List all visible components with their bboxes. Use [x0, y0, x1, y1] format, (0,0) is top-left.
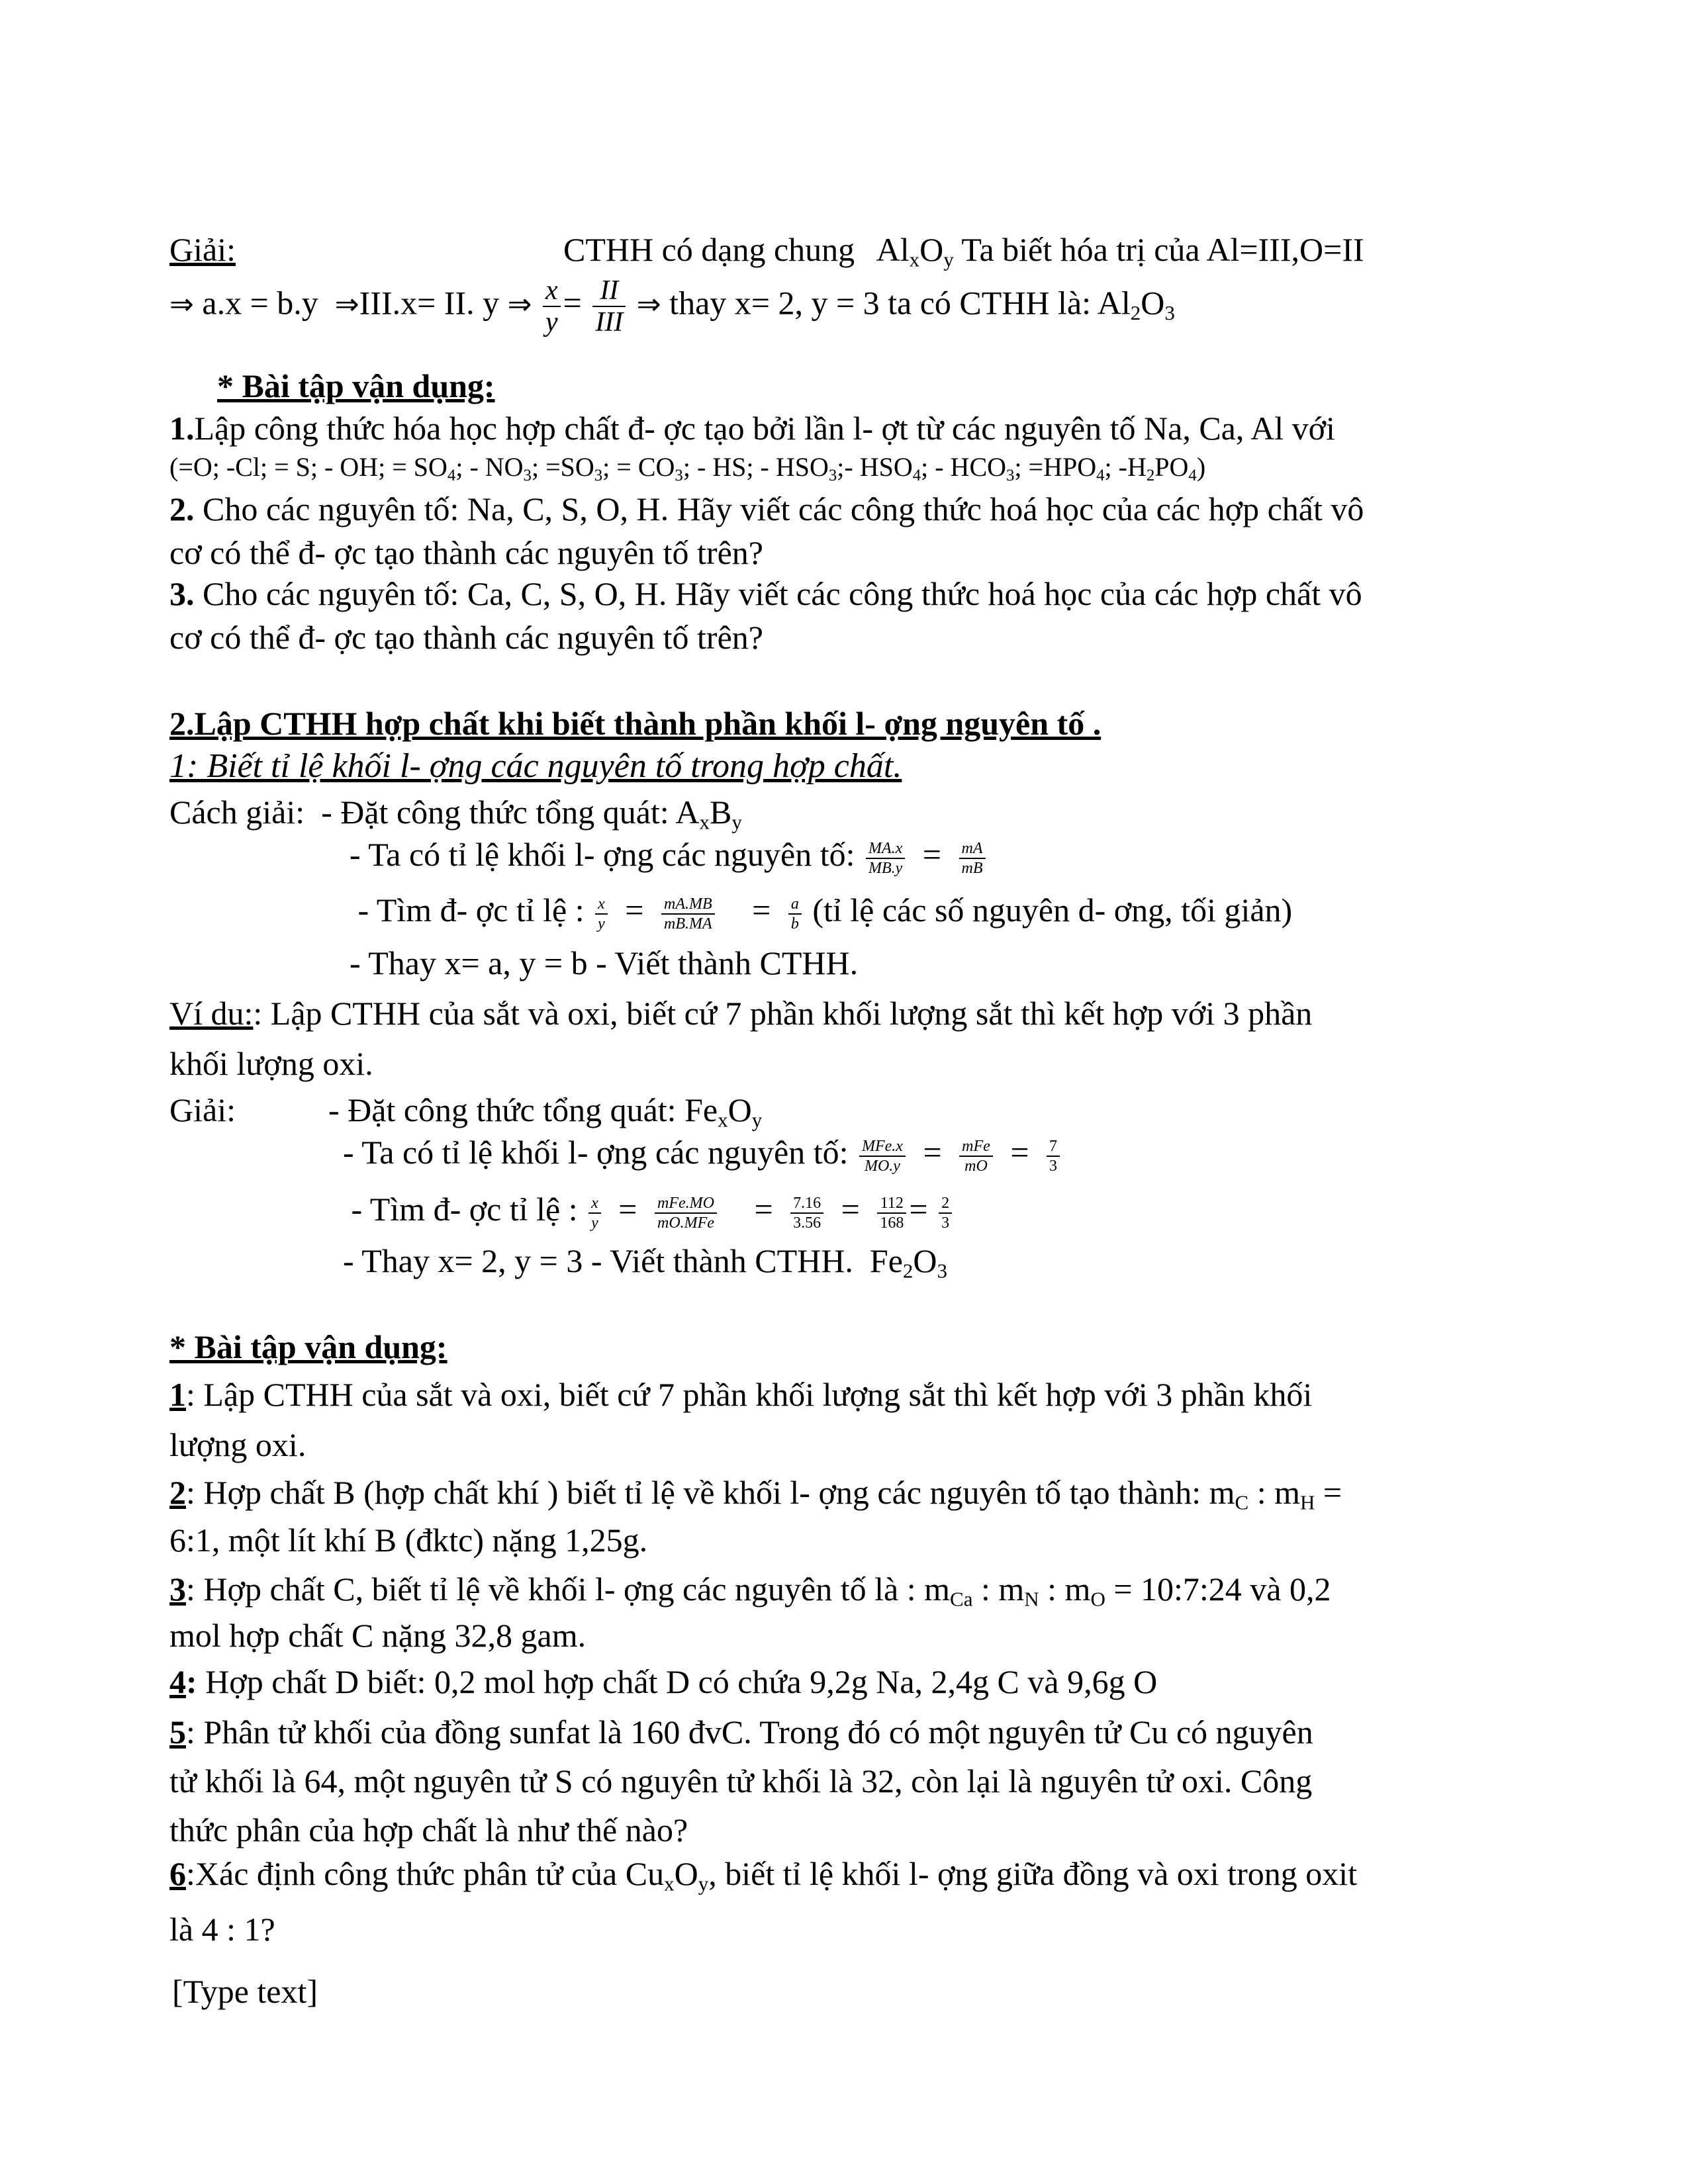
fraction: $\frac{2}{3}$ [939, 1195, 952, 1231]
subsection-heading: 1: Biết tỉ lệ khối l- ợng các nguyên tố trong hợp chất. [169, 747, 902, 785]
problem-5: 5: Phân tử khối của đồng sunfat là 160 đvC. Trong đó có một nguyên tử Cu có nguyên [169, 1713, 1313, 1751]
example-cont: khối lượng oxi. [169, 1045, 373, 1082]
fraction: $\frac{mA}{mB}$ [959, 841, 986, 876]
exercise-heading: * Bài tập vận dụng: [169, 1328, 447, 1365]
exercise-1-ions: (=O; -Cl; = S; - OH; = $SO_4$; - $NO_3$; $=SO_3$; = $CO_3$; - HS; - $HSO_3;-$ $HSO_4$; - $HCO_3$; $=HPO_4$; $-H_2PO_4$) [169, 452, 1206, 484]
problem-2: 2: Hợp chất B (hợp chất khí ) biết tỉ lệ về khối l- ợng các nguyên tố tạo thành: $m_C$ : $m_H$ = [169, 1474, 1342, 1514]
solution-line-1 [169, 231, 1364, 271]
implies-icon: ⇒ [507, 287, 532, 322]
fraction: $\frac{\text{MFe.x}}{MO.y}$ [859, 1138, 906, 1174]
text: Ta biết hóa trị của Al=III,O=II [961, 231, 1364, 268]
text: CTHH có dạng chung [563, 231, 855, 268]
exercise-2: 2. Cho các nguyên tố: Na, C, S, O, H. Hãy viết các công thức hoá học của các hợp chất vô [169, 490, 1364, 527]
exercise-2-cont: cơ có thể đ- ợc tạo thành các nguyên tố trên? [169, 534, 763, 571]
fraction: $\frac{MA.x}{MB.y}$ [866, 841, 905, 876]
method-step-1: Cách giải: - Đặt công thức tổng quát: $A_xB_y$ [169, 794, 742, 834]
problem-6: 6:Xác định công thức phân tử của $Cu_xO_y$, biết tỉ lệ khối l- ợng giữa đồng và oxi trong oxit [169, 1855, 1357, 1895]
exercise-3: 3. Cho các nguyên tố: Ca, C, S, O, H. Hãy viết các công thức hoá học của các hợp chất vô [169, 575, 1362, 612]
solution-line-2: ⇒ a.x = b.y ⇒III.x= II. y ⇒ $\frac{x}{y}$ = $\frac{II}{\text{III}}$ ⇒ thay x= 2, y = 3 ta có CTHH là: $Al_2O_3$ [169, 275, 1175, 338]
exercise-3-cont: cơ có thể đ- ợc tạo thành các nguyên tố trên? [169, 619, 763, 656]
fraction: $\frac{7}{3}$ [1047, 1138, 1060, 1174]
method-step-3: - Tìm đ- ợc tỉ lệ : $\frac{x}{y}$ = $\frac{mA.MB}{mB.MA}$ = $\frac{a}{b}$ (tỉ lệ các số nguyên d- ơng, tối giản) [357, 891, 1293, 933]
method-step-4: - Thay x= a, y = b - Viết thành CTHH. [350, 944, 859, 981]
problem-5-cont: tử khối là 64, một nguyên tử S có nguyên tử khối là 32, còn lại là nguyên tử oxi. Công [169, 1762, 1313, 1799]
fraction: $\frac{x}{y}$ [543, 277, 561, 336]
fraction: $\frac{x}{y}$ [588, 1195, 601, 1231]
exercise-heading: * Bài tập vận dụng: [217, 367, 495, 404]
solution-label: Giải: [169, 231, 236, 268]
fraction: $\frac{7.16}{3.56}$ [790, 1195, 823, 1231]
fraction: $\frac{II}{\text{III}}$ [592, 277, 626, 336]
fraction: $\frac{x}{y}$ [595, 896, 608, 932]
problem-4: 4: Hợp chất D biết: 0,2 mol hợp chất D có chứa 9,2g Na, 2,4g C và 9,6g O [169, 1663, 1158, 1700]
example: Ví du:: Lập CTHH của sắt và oxi, biết cứ 7 phần khối lượng sắt thì kết hợp với 3 phần [169, 995, 1313, 1032]
problem-1: 1: Lập CTHH của sắt và oxi, biết cứ 7 phần khối lượng sắt thì kết hợp với 3 phần khối [169, 1376, 1313, 1413]
footer-placeholder: [Type text] [172, 1973, 318, 2010]
fraction: $\frac{\text{mFe}}{mO}$ [959, 1138, 993, 1174]
fraction: $\frac{112}{168}$ [877, 1195, 906, 1231]
fraction: $\frac{a}{b}$ [788, 896, 802, 932]
solution-step-2: - Ta có tỉ lệ khối l- ợng các nguyên tố: $\frac{\text{MFe.x}}{MO.y}$ = $\frac{\text{mFe}}{mO}$ = $\frac{7}{3}$ [343, 1136, 1062, 1174]
implies-icon: ⇒ [334, 287, 359, 322]
problem-1-cont: lượng oxi. [169, 1426, 306, 1463]
exercise-1: 1.Lập công thức hóa học hợp chất đ- ợc tạo bởi lần l- ợt từ các nguyên tố Na, Ca, Al với [169, 410, 1335, 447]
problem-5-cont: thức phân của hợp chất là như thế nào? [169, 1811, 688, 1848]
solution-step-1: Giải: - Đặt công thức tổng quát: $Fe_xO_y$ [169, 1091, 763, 1132]
problem-2-cont: 6:1, một lít khí B (đktc) nặng 1,25g. [169, 1522, 648, 1559]
problem-3-cont: mol hợp chất C nặng 32,8 gam. [169, 1617, 586, 1654]
method-step-2: - Ta có tỉ lệ khối l- ợng các nguyên tố: $\frac{MA.x}{MB.y}$ = $\frac{mA}{mB}$ [350, 838, 988, 876]
problem-6-cont: là 4 : 1? [169, 1911, 275, 1948]
solution-step-4: - Thay x= 2, y = 3 - Viết thành CTHH. $Fe_2O_3$ [343, 1242, 948, 1283]
problem-3: 3: Hợp chất C, biết tỉ lệ về khối l- ợng các nguyên tố là : $m_{Ca}$ : $m_N$ : $m_O$ = 10:7:24 và 0,2 [169, 1570, 1331, 1611]
implies-icon: ⇒ [169, 287, 194, 322]
implies-icon: ⇒ [636, 287, 661, 322]
formula: $Al_xO_y$ [876, 231, 954, 271]
fraction: $\frac{\text{mFe.MO}}{\text{mO.MFe}}$ [655, 1195, 717, 1231]
fraction: $\frac{mA.MB}{mB.MA}$ [661, 896, 715, 932]
solution-step-3: - Tìm đ- ợc tỉ lệ : $\frac{x}{y}$ = $\frac{\text{mFe.MO}}{\text{mO.MFe}}$ = $\frac{7.16}{3.56}$ = $\frac{112}{168}$ = $\frac{2}{3}$ [343, 1193, 955, 1231]
section-heading: 2.Lập CTHH hợp chất khi biết thành phần khối l- ợng nguyên tố . [169, 705, 1102, 742]
